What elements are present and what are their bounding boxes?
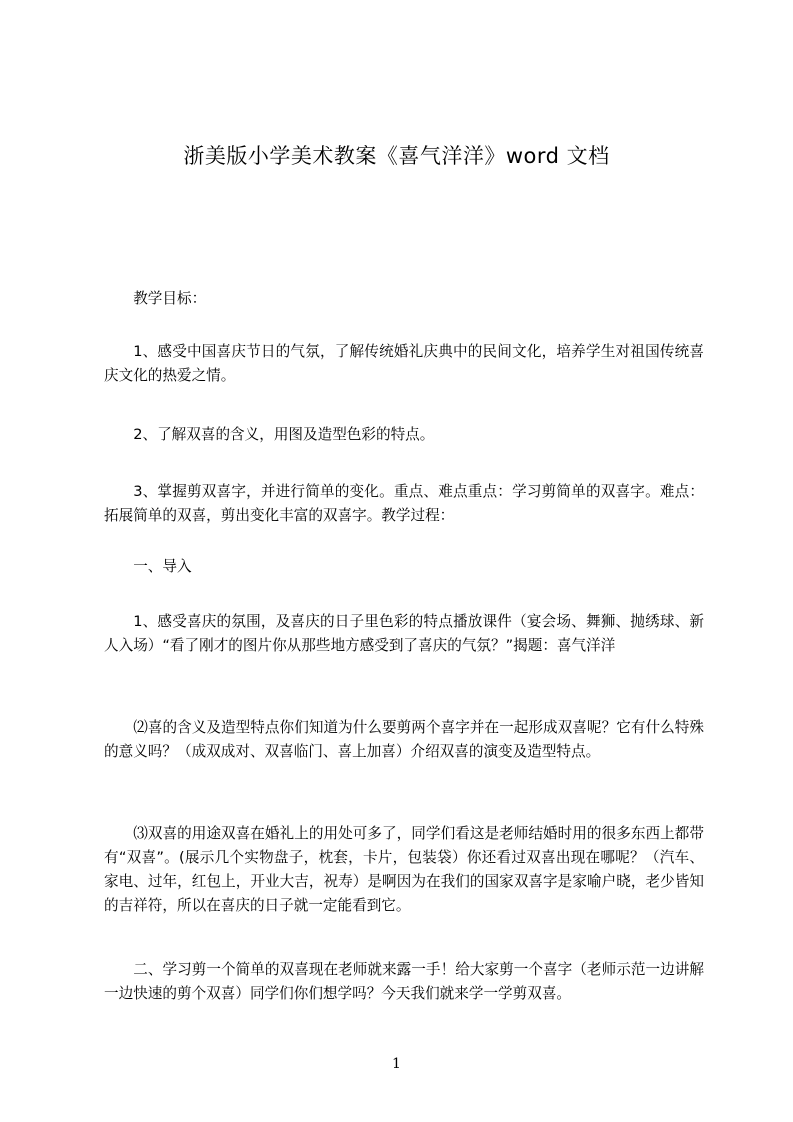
- paragraph-teaching-goals-heading: 教学目标：: [133, 290, 207, 307]
- document-title: 浙美版小学美术教案《喜气洋洋》word 文档: [183, 144, 610, 168]
- paragraph-section-intro-heading: 一、导入: [133, 558, 192, 575]
- paragraph-goal-3: 3、掌握剪双喜字，并进行简单的变化。重点、难点重点：学习剪简单的双喜字。难点：拓展简单的双喜，剪出变化丰富的双喜字。教学过程：: [104, 483, 704, 524]
- paragraph-goal-2: 2、了解双喜的含义，用图及造型色彩的特点。: [133, 426, 435, 443]
- paragraph-intro-1: 1、感受喜庆的氛围，及喜庆的日子里色彩的特点播放课件（宴会场、舞狮、抛绣球、新人入场）“看了刚才的图片你从那些地方感受到了喜庆的气氛？”揭题：喜气洋洋: [104, 613, 704, 654]
- paragraph-intro-3: ⑶双喜的用途双喜在婚礼上的用处可多了，同学们看这是老师结婚时用的很多东西上都带有“双喜”。(展示几个实物盘子，枕套，卡片，包装袋）你还看过双喜出现在哪呢？（汽车、家电、过年，红包上，开业大吉，祝寿）是啊因为在我们的国家双喜字是家喻户晓，老少皆知的吉祥符，所以在喜庆的日子就一定能看到它。: [104, 825, 704, 914]
- page-number: 1: [392, 1056, 401, 1072]
- paragraph-intro-2: ⑵喜的含义及造型特点你们知道为什么要剪两个喜字并在一起形成双喜呢？它有什么特殊的意义吗？（成双成对、双喜临门、喜上加喜）介绍双喜的演变及造型特点。: [104, 719, 704, 760]
- paragraph-goal-1: 1、感受中国喜庆节日的气氛，了解传统婚礼庆典中的民间文化，培养学生对祖国传统喜庆文化的热爱之情。: [104, 343, 704, 384]
- paragraph-section-two: 二、学习剪一个简单的双喜现在老师就来露一手！给大家剪一个喜字（老师示范一边讲解一边快速的剪个双喜）同学们你们想学吗？今天我们就来学一学剪双喜。: [104, 961, 704, 1002]
